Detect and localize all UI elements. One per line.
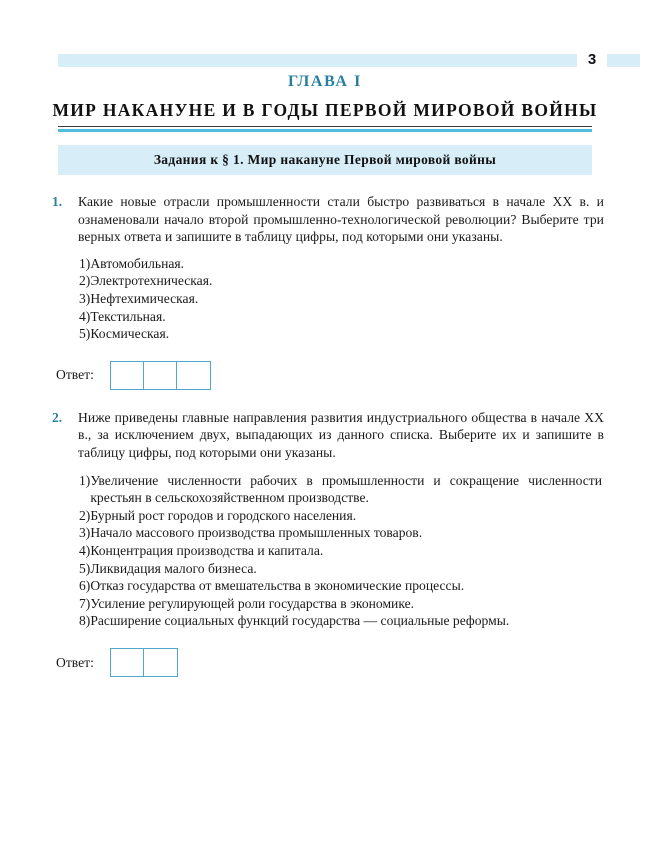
- option-marker: 4): [79, 542, 91, 558]
- running-head-band-left: [58, 54, 577, 67]
- task-1-option-5[interactable]: [52, 325, 604, 343]
- task-1-number: 1.: [52, 194, 63, 209]
- option-marker: 3): [79, 525, 91, 541]
- option-text: Электротехническая.: [90, 273, 213, 289]
- page-number: 3: [587, 51, 597, 68]
- answer-cell[interactable]: [144, 649, 177, 676]
- chapter-rule-thick: [58, 129, 592, 132]
- task-1-answer-grid[interactable]: [110, 361, 211, 390]
- task-2-option-6[interactable]: [52, 577, 604, 595]
- option-text: Усиление регулирующей роли государства в экономике.: [90, 595, 415, 611]
- task-2: [52, 409, 604, 677]
- task-2-answer-label: Ответ:: [56, 654, 94, 670]
- option-text: Ликвидация малого бизнеса.: [90, 560, 257, 576]
- answer-cell[interactable]: [144, 362, 177, 389]
- task-1-option-2[interactable]: [52, 272, 604, 290]
- task-1-options: [52, 255, 604, 343]
- task-1-option-3[interactable]: [52, 290, 604, 308]
- option-marker: 6): [79, 578, 91, 594]
- running-head-band-right: [607, 54, 640, 67]
- task-2-answer-row: [52, 648, 604, 677]
- task-1-option-1[interactable]: [52, 255, 604, 273]
- option-marker: 3): [79, 290, 91, 306]
- chapter-label: ГЛАВА I: [288, 73, 362, 90]
- task-1-answer-row: [52, 361, 604, 390]
- option-text: Космическая.: [90, 326, 170, 342]
- option-text: Увеличение численности рабочих в промышленности и сокращение численности крестьян в сельскохозяйственном производстве.: [90, 472, 602, 506]
- tasks-container: [52, 193, 604, 677]
- section-banner-text: Задания к § 1. Мир накануне Первой мировой войны: [153, 152, 497, 167]
- option-text: Начало массового производства промышленных товаров.: [90, 525, 423, 541]
- task-2-option-5[interactable]: [52, 560, 604, 578]
- option-marker: 1): [79, 472, 91, 488]
- option-text: Нефтехимическая.: [90, 290, 199, 306]
- answer-cell[interactable]: [177, 362, 210, 389]
- option-marker: 2): [79, 273, 91, 289]
- option-text: Отказ государства от вмешательства в экономические процессы.: [90, 578, 465, 594]
- option-text: Концентрация производства и капитала.: [90, 542, 324, 558]
- option-text: Бурный рост городов и городского населения.: [90, 507, 357, 523]
- task-2-option-2[interactable]: [52, 507, 604, 525]
- option-marker: 7): [79, 595, 91, 611]
- task-2-option-3[interactable]: [52, 524, 604, 542]
- task-2-head: [52, 409, 604, 462]
- task-1-prompt: Какие новые отрасли промышленности стали быстро развиваться в начале XX в. и ознаменовали начало второй промышленно-технологической революции? Выберите три верных ответа и запишите в таблицу цифры, под которыми они указаны.: [78, 194, 604, 245]
- answer-cell[interactable]: [111, 649, 144, 676]
- task-2-option-1[interactable]: [52, 472, 604, 507]
- task-2-prompt: Ниже приведены главные направления развития индустриального общества в начале XX в., за исключением двух, выпадающих из данного списка. Выберите их и запишите в таблицу цифры, под которыми они указаны.: [78, 409, 604, 460]
- option-marker: 2): [79, 507, 91, 523]
- task-2-option-4[interactable]: [52, 542, 604, 560]
- chapter-title: МИР НАКАНУНЕ И В ГОДЫ ПЕРВОЙ МИРОВОЙ ВОЙНЫ: [52, 100, 598, 120]
- chapter-rule: [58, 126, 592, 132]
- answer-cell[interactable]: [111, 362, 144, 389]
- running-head: [0, 52, 650, 68]
- task-1-answer-label: Ответ:: [56, 367, 94, 383]
- task-1-option-4[interactable]: [52, 308, 604, 326]
- option-marker: 5): [79, 560, 91, 576]
- option-marker: 8): [79, 613, 91, 629]
- task-2-option-7[interactable]: [52, 595, 604, 613]
- option-text: Текстильная.: [90, 308, 166, 324]
- option-marker: 4): [79, 308, 91, 324]
- option-marker: 1): [79, 255, 91, 271]
- option-text: Расширение социальных функций государства — социальные реформы.: [90, 613, 510, 629]
- task-1-head: [52, 193, 604, 246]
- option-marker: 5): [79, 326, 91, 342]
- task-2-answer-grid[interactable]: [110, 648, 178, 677]
- task-2-options: [52, 472, 604, 630]
- option-text: Автомобильная.: [90, 255, 185, 271]
- task-2-number: 2.: [52, 409, 63, 425]
- section-banner: [58, 145, 592, 175]
- task-1: [52, 193, 604, 390]
- task-2-option-8[interactable]: [52, 612, 604, 630]
